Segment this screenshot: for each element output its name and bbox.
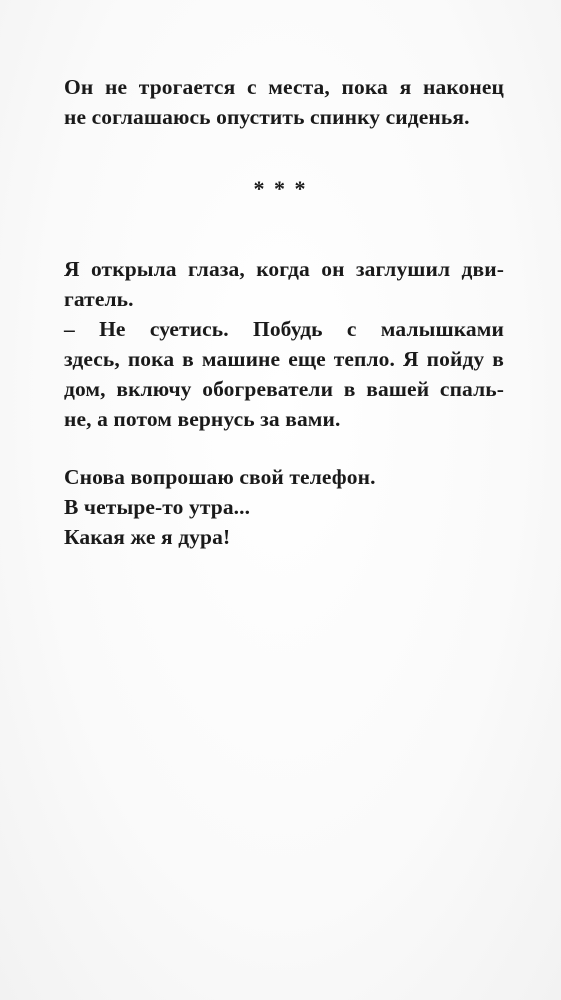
text-line: гатель. xyxy=(64,287,134,311)
paragraph-2 xyxy=(64,254,504,434)
text-line: не, а потом вернусь за вами. xyxy=(64,407,341,431)
text-line: Снова вопрошаю свой телефон. xyxy=(64,465,376,489)
text-line: дом, включу обогреватели в вашей спаль- xyxy=(64,377,504,401)
paragraph-1 xyxy=(64,72,504,132)
section-separator: * * * xyxy=(253,176,308,201)
paragraph-3 xyxy=(64,462,504,552)
text-line: здесь, пока в машине еще тепло. Я пойду в xyxy=(64,347,504,371)
text-line: Какая же я дура! xyxy=(64,525,231,549)
text-line: Он не трогается с места, пока я наконец xyxy=(64,75,504,99)
text-line: – Не суетись. Побудь с малышками xyxy=(64,317,504,341)
text-line: не соглашаюсь опустить спинку сиденья. xyxy=(64,105,470,129)
text-line: В четыре-то утра... xyxy=(64,495,251,519)
text-line: Я открыла глаза, когда он заглушил дви- xyxy=(64,257,504,281)
